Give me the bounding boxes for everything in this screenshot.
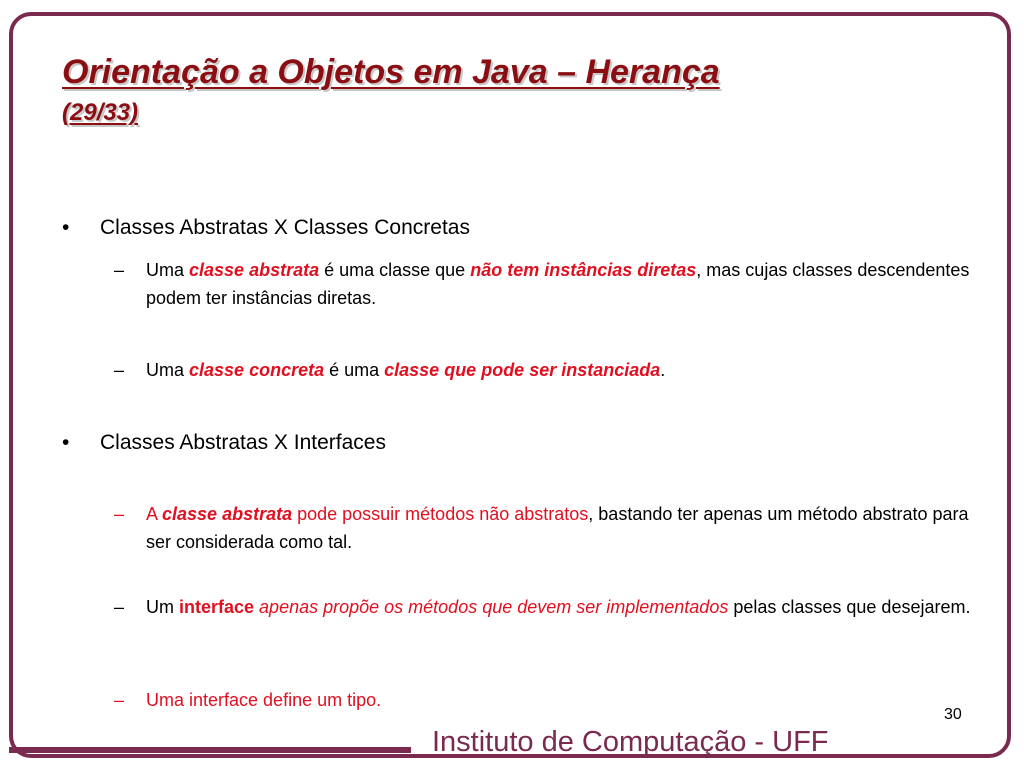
emphasis-span: interface xyxy=(179,597,255,617)
sub-bullet-item xyxy=(114,256,974,312)
text-span: . xyxy=(660,360,666,380)
text-span: Um xyxy=(146,597,179,617)
emphasis-span: classe que pode ser instanciada xyxy=(384,360,661,380)
sub-bullet-text xyxy=(146,500,974,556)
footer-institution: Instituto de Computação - UFF xyxy=(432,726,829,758)
bullet-marker: • xyxy=(62,431,70,454)
text-span: é uma classe que xyxy=(319,260,471,280)
bullet-item xyxy=(62,429,386,457)
bullet-marker: • xyxy=(62,216,70,239)
slide-subtitle: (29/33) xyxy=(62,99,139,126)
emphasis-span: não tem instâncias diretas xyxy=(470,260,697,280)
sub-bullet-text xyxy=(146,686,974,714)
bullet-text: Classes Abstratas X Classes Concretas xyxy=(100,216,470,239)
slide-title: Orientação a Objetos em Java – Herança xyxy=(62,53,720,91)
bullet-text: Classes Abstratas X Interfaces xyxy=(100,431,386,454)
emphasis-span: classe abstrata xyxy=(162,504,293,524)
bullet-item xyxy=(62,214,470,242)
slide-frame xyxy=(9,12,1011,758)
text-span: pelas classes que desejarem. xyxy=(728,597,971,617)
text-span: é uma xyxy=(324,360,385,380)
text-span: apenas propõe os métodos que devem ser implementados xyxy=(254,597,729,617)
text-span: Uma interface define um tipo. xyxy=(146,690,382,710)
sub-bullet-text xyxy=(146,256,974,312)
sub-bullet-item xyxy=(114,356,974,384)
dash-marker: – xyxy=(114,260,125,280)
page-number: 30 xyxy=(944,706,962,723)
text-span: A xyxy=(146,504,163,524)
footer-rule xyxy=(9,747,411,753)
dash-marker: – xyxy=(114,360,125,380)
text-span: Uma xyxy=(146,260,190,280)
dash-marker: – xyxy=(114,597,125,617)
text-span: Uma xyxy=(146,360,190,380)
text-span: pode possuir métodos não abstratos xyxy=(292,504,589,524)
sub-bullet-item xyxy=(114,593,974,621)
emphasis-span: classe concreta xyxy=(189,360,325,380)
sub-bullet-text xyxy=(146,593,974,621)
emphasis-span: classe abstrata xyxy=(189,260,320,280)
sub-bullet-item xyxy=(114,500,974,556)
text-span: , mas cujas classes descendentes podem ter instâncias diretas. xyxy=(146,260,970,308)
text-span: , bastando ter apenas um método abstrato para ser considerada como tal. xyxy=(146,504,969,552)
dash-marker: – xyxy=(114,690,125,710)
sub-bullet-text xyxy=(146,356,974,384)
sub-bullet-item xyxy=(114,686,974,714)
dash-marker: – xyxy=(114,504,125,524)
